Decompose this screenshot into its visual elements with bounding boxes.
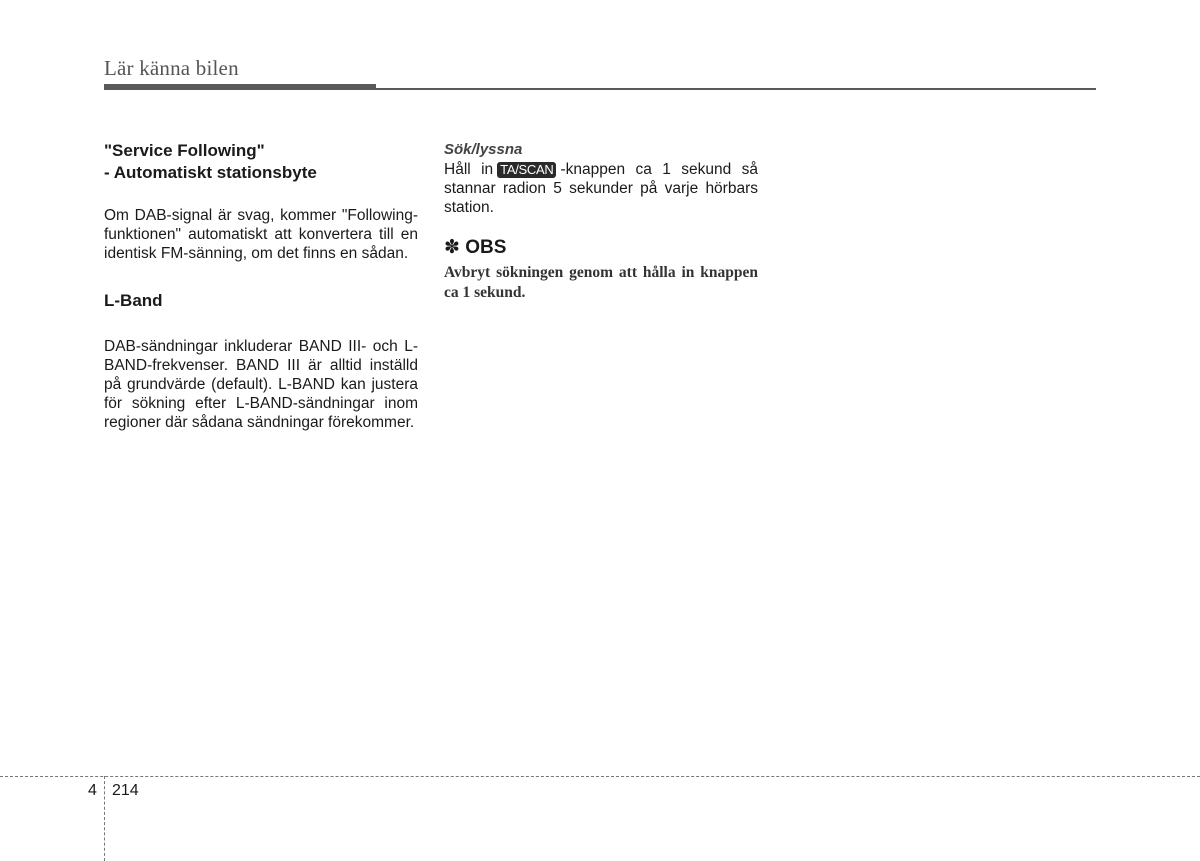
header-rule [104, 84, 1096, 90]
ta-scan-key-badge: TA/SCAN [497, 162, 556, 178]
service-following-heading [104, 140, 418, 184]
right-column [444, 140, 758, 303]
para-prefix: Håll in [444, 161, 494, 178]
para-suffix: -knappen ca 1 sekund så stannar radion 5 sekunder på varje hörbars station. [444, 161, 759, 216]
chapter-number: 4 [88, 782, 97, 799]
service-following-paragraph: Om DAB-signal är svag, kommer "Following-funktionen" automatiskt att konvertera till en identisk FM-sänning, om det finns en sådan. [104, 207, 418, 262]
obs-text: Avbryt sökningen genom att hålla in knappen ca 1 sekund. [444, 264, 758, 301]
page-number: 214 [112, 782, 139, 799]
footer-rule-horizontal [0, 776, 1200, 777]
l-band-heading: L-Band [104, 291, 163, 310]
header-rule-thin [376, 88, 1096, 90]
heading-line-2: - Automatiskt stationsbyte [104, 163, 317, 182]
l-band-paragraph: DAB-sändningar inkluderar BAND III- och L-BAND-frekvenser. BAND III är alltid inställd på grundvärde (default). L-BAND kan justera för sökning efter L-BAND-sändningar inom regioner där sådana sändningar förekommer. [104, 338, 418, 431]
search-listen-subheading: Sök/lyssna [444, 141, 523, 158]
section-title: Lär känna bilen [104, 56, 239, 80]
header-rule-thick [104, 84, 376, 90]
search-listen-paragraph [444, 160, 758, 217]
footer-rule-vertical [104, 776, 105, 861]
heading-line-1: "Service Following" [104, 141, 265, 160]
obs-title: OBS [465, 237, 507, 258]
asterisk-icon: ✽ [444, 237, 460, 258]
obs-heading [444, 237, 758, 259]
left-column [104, 140, 418, 432]
